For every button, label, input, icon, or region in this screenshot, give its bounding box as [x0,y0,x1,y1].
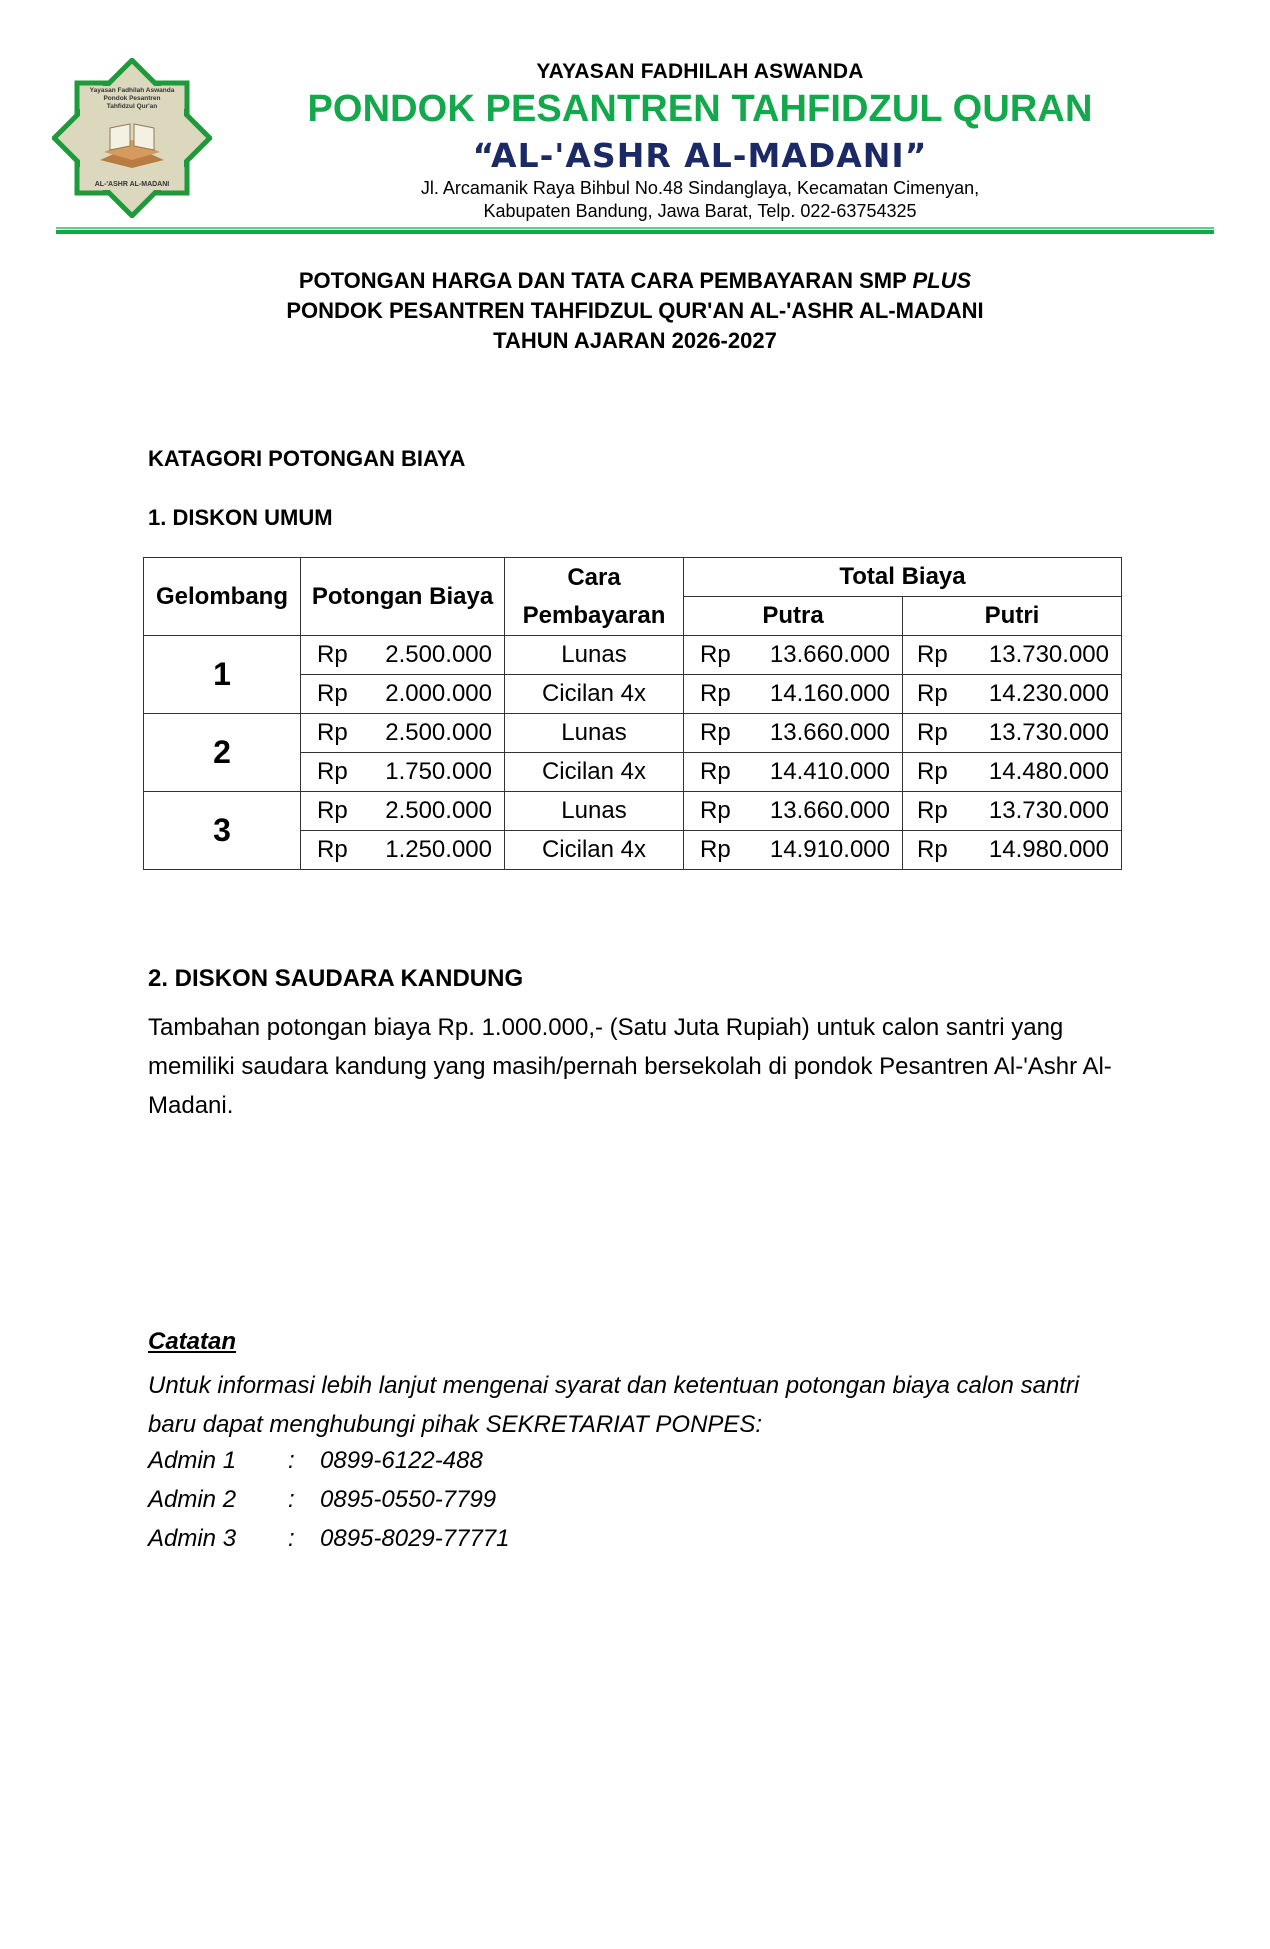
putra-cell [684,714,903,753]
cara-cell: Cicilan 4x [505,831,684,870]
logo-line-1: Yayasan Fadhilah Aswanda [89,87,175,94]
currency-label: Rp [917,641,948,668]
potongan-value: 1.250.000 [385,836,492,863]
document-title-line-3: TAHUN AJARAN 2026-2027 [493,328,777,353]
currency-label: Rp [917,836,948,863]
currency-label: Rp [700,797,731,824]
gelombang-cell: 2 [144,714,301,792]
putri-value: 13.730.000 [988,797,1109,824]
kategori-heading: KATAGORI POTONGAN BIAYA [148,446,466,471]
currency-label: Rp [317,758,348,785]
logo-bottom-text: AL-'ASHR AL-MADANI [94,181,170,188]
admin-separator: : [288,1486,295,1513]
currency-label: Rp [700,719,731,746]
putra-value: 13.660.000 [769,641,890,668]
admin-contact-row [148,1486,496,1514]
putra-value: 14.410.000 [769,758,890,785]
currency-label: Rp [317,719,348,746]
cara-cell: Cicilan 4x [505,675,684,714]
cara-cell: Cicilan 4x [505,753,684,792]
currency-label: Rp [317,797,348,824]
potongan-cell [301,675,505,714]
currency-label: Rp [917,680,948,707]
title-plus-text: PLUS [912,268,972,293]
putri-value: 14.980.000 [988,836,1109,863]
document-title-line-1 [140,268,1130,294]
putri-cell [903,792,1122,831]
admin-phone[interactable]: 0895-8029-77771 [320,1525,510,1552]
octagram-quran-logo-icon [52,58,212,218]
gelombang-cell: 1 [144,636,301,714]
putri-cell [903,831,1122,870]
putra-cell [684,753,903,792]
address-line-2: Kabupaten Bandung, Jawa Barat, Telp. 022-63754325 [483,201,917,221]
putra-value: 14.160.000 [769,680,890,707]
discount-table [143,557,1122,870]
putra-cell [684,675,903,714]
diskon-saudara-heading: 2. DISKON SAUDARA KANDUNG [148,965,524,992]
table-row [144,792,1122,831]
admin-contact-row [148,1525,510,1553]
potongan-value: 2.000.000 [385,680,492,707]
diskon-umum-heading: 1. DISKON UMUM [148,505,333,530]
cara-cell: Lunas [505,714,684,753]
currency-label: Rp [700,758,731,785]
putra-cell [684,831,903,870]
admin-label: Admin 3 [148,1525,237,1552]
catatan-heading: Catatan [148,1328,237,1355]
header-divider-thick [56,230,1214,234]
school-name: PONDOK PESANTREN TAHFIDZUL QURAN [307,88,1093,130]
putri-value: 14.480.000 [988,758,1109,785]
admin-separator: : [288,1525,295,1552]
putri-cell [903,636,1122,675]
putra-value: 13.660.000 [769,797,890,824]
potongan-cell [301,792,505,831]
currency-label: Rp [317,836,348,863]
putri-value: 13.730.000 [988,719,1109,746]
potongan-value: 1.750.000 [385,758,492,785]
table-body [144,636,1122,870]
catatan-text: Untuk informasi lebih lanjut mengenai syarat dan ketentuan potongan biaya calon santri baru dapat menghubungi pihak SEKRETARIAT PONPES: [148,1372,1080,1438]
putri-cell [903,675,1122,714]
logo-line-3: Tahfidzul Qur'an [106,103,158,110]
putri-value: 14.230.000 [988,680,1109,707]
admin-phone[interactable]: 0899-6122-488 [320,1447,483,1474]
foundation-name: YAYASAN FADHILAH ASWANDA [536,60,864,83]
currency-label: Rp [917,719,948,746]
putra-value: 13.660.000 [769,719,890,746]
putri-cell [903,753,1122,792]
gelombang-cell: 3 [144,792,301,870]
admin-phone[interactable]: 0895-0550-7799 [320,1486,497,1513]
table-row [144,714,1122,753]
currency-label: Rp [917,797,948,824]
potongan-cell [301,753,505,792]
admin-label: Admin 1 [148,1447,237,1474]
potongan-value: 2.500.000 [385,719,492,746]
putra-cell [684,636,903,675]
admin-separator: : [288,1447,295,1474]
document-title-line-2: PONDOK PESANTREN TAHFIDZUL QUR'AN AL-'ASHR AL-MADANI [286,298,984,323]
putra-cell [684,792,903,831]
header-cara-line-1: Cara [567,563,621,591]
potongan-cell [301,714,505,753]
currency-label: Rp [700,836,731,863]
table-row [144,636,1122,675]
header-cara-line-2: Pembayaran [522,601,666,629]
potongan-value: 2.500.000 [385,641,492,668]
potongan-cell [301,636,505,675]
school-tagline: “AL-'ASHR AL-MADANI” [472,136,928,175]
putri-cell [903,714,1122,753]
header-total-biaya: Total Biaya [684,558,1122,597]
diskon-saudara-text: Tambahan potongan biaya Rp. 1.000.000,- (Satu Juta Rupiah) untuk calon santri yang memiliki saudara kandung yang masih/pernah bersekolah di pondok Pesantren Al-'Ashr Al-Madani. [148,1014,1112,1119]
potongan-cell [301,831,505,870]
header-putri: Putri [903,597,1122,636]
putra-value: 14.910.000 [769,836,890,863]
currency-label: Rp [700,680,731,707]
currency-label: Rp [917,758,948,785]
putri-value: 13.730.000 [988,641,1109,668]
header-divider-thin [56,227,1214,229]
cara-cell: Lunas [505,792,684,831]
potongan-value: 2.500.000 [385,797,492,824]
currency-label: Rp [317,641,348,668]
title-main-text: POTONGAN HARGA DAN TATA CARA PEMBAYARAN SMP [298,268,913,293]
header-cara-pembayaran [505,558,684,636]
currency-label: Rp [317,680,348,707]
header-putra: Putra [684,597,903,636]
school-logo [52,58,212,218]
currency-label: Rp [700,641,731,668]
address-line-1: Jl. Arcamanik Raya Bihbul No.48 Sindanglaya, Kecamatan Cimenyan, [420,178,980,198]
header-gelombang: Gelombang [144,558,301,636]
logo-line-2: Pondok Pesantren [103,95,161,102]
admin-contact-row [148,1447,483,1475]
cara-cell: Lunas [505,636,684,675]
admin-label: Admin 2 [148,1486,237,1513]
header-potongan: Potongan Biaya [301,558,505,636]
